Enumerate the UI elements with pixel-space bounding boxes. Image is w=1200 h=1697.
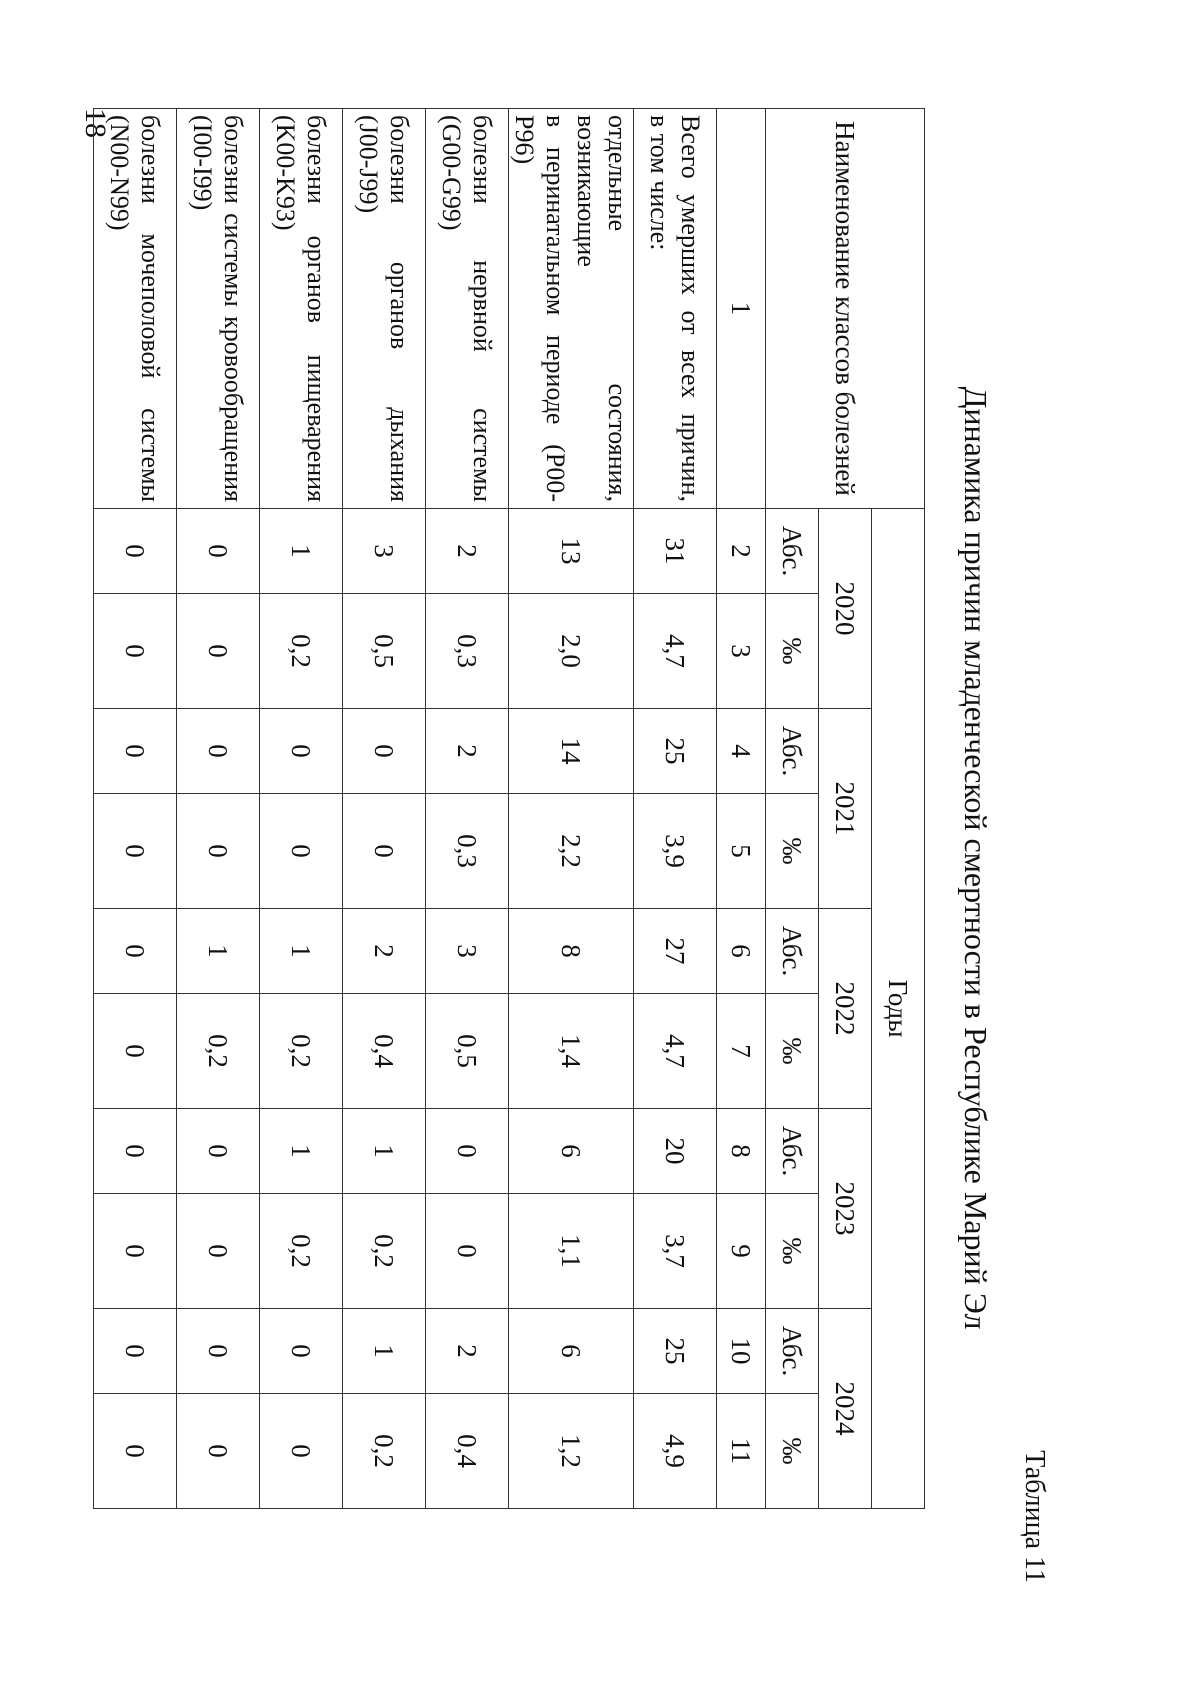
disease-class-name — [509, 109, 634, 509]
permille-value-cell: 1,4 — [509, 994, 634, 1109]
disease-class-name-line: (K00-K93) — [271, 115, 300, 231]
abs-value-cell: 8 — [509, 909, 634, 994]
permille-value-cell: 0 — [177, 1194, 260, 1309]
table-row — [177, 109, 260, 1509]
permille-value-cell: 0 — [94, 1394, 177, 1509]
column-number: 8 — [717, 1109, 766, 1194]
abs-value-cell: 0 — [94, 909, 177, 994]
abs-value-cell: 6 — [509, 1309, 634, 1394]
permille-value-cell: 0 — [177, 794, 260, 909]
table-title: Динамика причин младенческой смертности в Республике Марий Эл — [958, 386, 994, 1330]
disease-class-name-line: отдельные состояния, возникающие — [572, 115, 632, 502]
header-abs: Абс. — [766, 709, 819, 794]
abs-value-cell: 0 — [94, 1309, 177, 1394]
mortality-table — [93, 108, 925, 1509]
permille-value-cell: 0,3 — [426, 794, 509, 909]
abs-value-cell: 31 — [634, 509, 717, 594]
disease-class-name-line: (G00-G99) — [437, 115, 466, 231]
abs-value-cell: 0 — [177, 709, 260, 794]
disease-class-name — [177, 109, 260, 509]
permille-value-cell: 4,7 — [634, 994, 717, 1109]
abs-value-cell: 0 — [177, 1309, 260, 1394]
column-number: 3 — [717, 594, 766, 709]
table-row — [426, 109, 509, 1509]
permille-value-cell: 0 — [94, 594, 177, 709]
abs-value-cell: 0 — [177, 509, 260, 594]
permille-value-cell: 1,2 — [509, 1394, 634, 1509]
abs-value-cell: 25 — [634, 709, 717, 794]
header-permille: ‰ — [766, 594, 819, 709]
column-number: 9 — [717, 1194, 766, 1309]
permille-value-cell: 0 — [260, 1394, 343, 1509]
table-row — [260, 109, 343, 1509]
abs-value-cell: 1 — [343, 1309, 426, 1394]
disease-class-name-line: болезни нервной системы — [468, 115, 497, 502]
abs-value-cell: 25 — [634, 1309, 717, 1394]
permille-value-cell: 0,4 — [343, 994, 426, 1109]
header-permille: ‰ — [766, 1394, 819, 1509]
abs-value-cell: 14 — [509, 709, 634, 794]
table-row — [634, 109, 717, 1509]
column-number: 2 — [717, 509, 766, 594]
permille-value-cell: 4,7 — [634, 594, 717, 709]
permille-value-cell: 0 — [343, 794, 426, 909]
header-abs: Абс. — [766, 909, 819, 994]
abs-value-cell: 2 — [343, 909, 426, 994]
header-year: 2023 — [819, 1109, 872, 1309]
abs-value-cell: 0 — [94, 509, 177, 594]
disease-class-name-line: болезни органов пищеварения — [302, 115, 331, 502]
permille-value-cell: 0 — [426, 1194, 509, 1309]
table-label: Таблица 11 — [1019, 1450, 1050, 1583]
permille-value-cell: 0 — [260, 794, 343, 909]
permille-value-cell: 0,2 — [343, 1194, 426, 1309]
header-permille: ‰ — [766, 994, 819, 1109]
page-number: 18 — [79, 108, 112, 138]
disease-class-name-line: (J00-J99) — [354, 115, 383, 214]
disease-class-name-line: (I00-I99) — [188, 115, 217, 211]
permille-value-cell: 3,9 — [634, 794, 717, 909]
permille-value-cell: 1,1 — [509, 1194, 634, 1309]
permille-value-cell: 4,9 — [634, 1394, 717, 1509]
abs-value-cell: 0 — [94, 1109, 177, 1194]
abs-value-cell: 1 — [343, 1109, 426, 1194]
abs-value-cell: 0 — [426, 1109, 509, 1194]
table-row — [509, 109, 634, 1509]
permille-value-cell: 0,2 — [260, 994, 343, 1109]
abs-value-cell: 1 — [260, 1109, 343, 1194]
header-permille: ‰ — [766, 1194, 819, 1309]
column-number-row — [717, 109, 766, 1509]
abs-value-cell: 0 — [343, 709, 426, 794]
permille-value-cell: 0,2 — [260, 594, 343, 709]
disease-class-name-line: (N00-N99) — [105, 115, 134, 231]
abs-value-cell: 0 — [260, 709, 343, 794]
permille-value-cell: 0,4 — [426, 1394, 509, 1509]
column-number: 7 — [717, 994, 766, 1109]
permille-value-cell: 0 — [177, 1394, 260, 1509]
permille-value-cell: 0 — [94, 794, 177, 909]
column-number: 5 — [717, 794, 766, 909]
table-row — [343, 109, 426, 1509]
permille-value-cell: 2,0 — [509, 594, 634, 709]
disease-class-name-line: болезни органов дыхания — [385, 115, 414, 502]
permille-value-cell: 0 — [177, 594, 260, 709]
permille-value-cell: 0 — [94, 1194, 177, 1309]
table-body — [94, 109, 717, 1509]
abs-value-cell: 6 — [509, 1109, 634, 1194]
header-abs: Абс. — [766, 1309, 819, 1394]
abs-value-cell: 2 — [426, 709, 509, 794]
abs-value-cell: 3 — [426, 909, 509, 994]
abs-value-cell: 0 — [177, 1109, 260, 1194]
disease-class-name-line: болезни мочеполовой системы — [136, 115, 165, 502]
permille-value-cell: 0,5 — [343, 594, 426, 709]
column-number: 4 — [717, 709, 766, 794]
abs-value-cell: 0 — [94, 709, 177, 794]
abs-value-cell: 3 — [343, 509, 426, 594]
permille-value-cell: 0,5 — [426, 994, 509, 1109]
header-years-group: Годы — [872, 509, 925, 1509]
abs-value-cell: 2 — [426, 509, 509, 594]
abs-value-cell: 27 — [634, 909, 717, 994]
header-name-col: Наименование классов болезней — [766, 109, 925, 509]
table-row — [94, 109, 177, 1509]
header-permille: ‰ — [766, 794, 819, 909]
abs-value-cell: 1 — [260, 509, 343, 594]
abs-value-cell: 1 — [177, 909, 260, 994]
permille-value-cell: 0 — [94, 994, 177, 1109]
header-abs: Абс. — [766, 1109, 819, 1194]
disease-class-name — [260, 109, 343, 509]
header-abs: Абс. — [766, 509, 819, 594]
permille-value-cell: 3,7 — [634, 1194, 717, 1309]
disease-class-name-line: Всего умерших от всех причин, — [676, 115, 705, 502]
column-number: 11 — [717, 1394, 766, 1509]
abs-value-cell: 1 — [260, 909, 343, 994]
disease-class-name — [634, 109, 717, 509]
disease-class-name-line: в том числе: — [645, 115, 674, 251]
disease-class-name — [94, 109, 177, 509]
abs-value-cell: 2 — [426, 1309, 509, 1394]
permille-value-cell: 0,2 — [260, 1194, 343, 1309]
permille-value-cell: 0,2 — [343, 1394, 426, 1509]
rotated-page-content — [105, 108, 1050, 1608]
disease-class-name-line: болезни системы кровообращения — [219, 115, 248, 502]
abs-value-cell: 0 — [260, 1309, 343, 1394]
abs-value-cell: 20 — [634, 1109, 717, 1194]
disease-class-name-line: в перинатальном периоде (P00-P96) — [510, 115, 570, 502]
abs-value-cell: 13 — [509, 509, 634, 594]
header-year: 2022 — [819, 909, 872, 1109]
permille-value-cell: 0,3 — [426, 594, 509, 709]
header-year: 2024 — [819, 1309, 872, 1509]
column-number: 1 — [717, 109, 766, 509]
header-row-years-group — [872, 109, 925, 1509]
header-year: 2021 — [819, 709, 872, 909]
disease-class-name — [426, 109, 509, 509]
permille-value-cell: 2,2 — [509, 794, 634, 909]
column-number: 6 — [717, 909, 766, 994]
disease-class-name — [343, 109, 426, 509]
column-number: 10 — [717, 1309, 766, 1394]
permille-value-cell: 0,2 — [177, 994, 260, 1109]
header-year: 2020 — [819, 509, 872, 709]
